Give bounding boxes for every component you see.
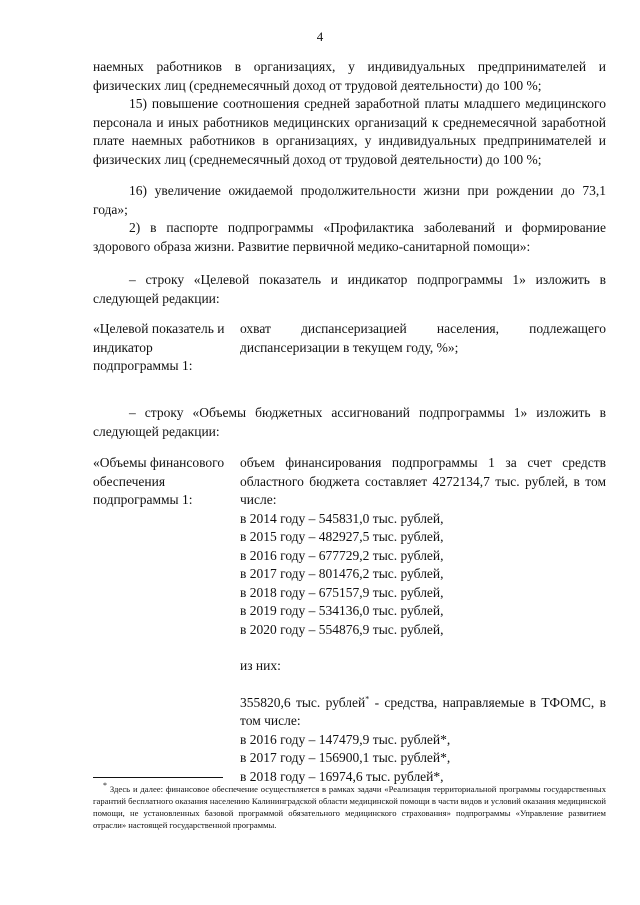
footnote (93, 783, 606, 831)
footnote-divider (93, 777, 223, 778)
indicator-value: охват диспансеризацией населения, подлежащего диспансеризации в текущем году, %»; (240, 321, 606, 355)
paragraph-indicator-instruction: – строку «Целевой показатель и индикатор подпрограммы 1» изложить в следующей редакции: (93, 272, 606, 306)
paragraph-item-15: 15) повышение соотношения средней заработной платы младшего медицинского персонала и иных работников медицинских организаций к среднемесячной заработной плате наемных работников в организациях, у индивидуальных предпринимателей и физических лиц (среднемесячный доход от трудовой деятельности) до 100 %; (93, 96, 606, 167)
funding-intro: объем финансирования подпрограммы 1 за счет средств областного бюджета составляет 4272134,7 тыс. рублей, в том числе: (240, 455, 606, 507)
tfoms-amount: 355820,6 тыс. рублей (240, 694, 366, 710)
paragraph-continuation: наемных работников в организациях, у индивидуальных предпринимателей и физических лиц (среднемесячный доход от трудовой деятельности) до 100 %; (93, 59, 606, 93)
funding-year-line: в 2017 году – 801476,2 тыс. рублей, (240, 566, 444, 581)
funding-of-them: из них: (240, 658, 281, 673)
funding-label: «Объемы финансового обеспечения подпрограммы 1: (93, 455, 225, 507)
footnote-text: Здесь и далее: финансовое обеспечение осуществляется в рамках задачи «Реализация территориальной программы государственных гарантий бесплатного оказания населению Калининградской области медицинской помощи в части видов и условий оказания медицинской помощи, не установленных базовой программой обязательного медицинского страхования» подпрограммы «Управление развитием отрасли» настоящей государственной программы. (93, 784, 606, 830)
tfoms-intro (240, 694, 606, 731)
funding-year-line: в 2016 году – 677729,2 тыс. рублей, (240, 547, 444, 563)
funding-year-line: в 2015 году – 482927,5 тыс. рублей, (240, 529, 444, 544)
funding-value (240, 454, 606, 786)
footnote-mark: * (103, 781, 107, 791)
funding-year-line: в 2014 году – 545831,0 тыс. рублей, (240, 510, 444, 526)
indicator-label: «Целевой показатель и индикатор подпрограммы 1: (93, 321, 225, 373)
funding-year-line: в 2019 году – 534136,0 тыс. рублей, (240, 603, 444, 618)
tfoms-year-line: в 2017 году – 156900,1 тыс. рублей*, (240, 750, 451, 765)
page-number: 4 (316, 29, 324, 44)
tfoms-description: - средства, направляемые в ТФОМС, в том числе: (240, 694, 606, 728)
funding-year-line: в 2020 году – 554876,9 тыс. рублей, (240, 621, 444, 637)
paragraph-item-2: 2) в паспорте подпрограммы «Профилактика заболеваний и формирование здорового образа жизни. Развитие первичной медико-санитарной помощи»: (93, 220, 606, 254)
tfoms-year-line: в 2016 году – 147479,9 тыс. рублей*, (240, 731, 451, 747)
footnote-mark: * (365, 694, 370, 703)
paragraph-funding-instruction: – строку «Объемы бюджетных ассигнований подпрограммы 1» изложить в следующей редакции: (93, 405, 606, 439)
tfoms-year-line: в 2018 году – 16974,6 тыс. рублей*, (240, 768, 444, 784)
funding-year-line: в 2018 году – 675157,9 тыс. рублей, (240, 584, 444, 600)
paragraph-item-16: 16) увеличение ожидаемой продолжительности жизни при рождении до 73,1 года»; (93, 183, 606, 217)
